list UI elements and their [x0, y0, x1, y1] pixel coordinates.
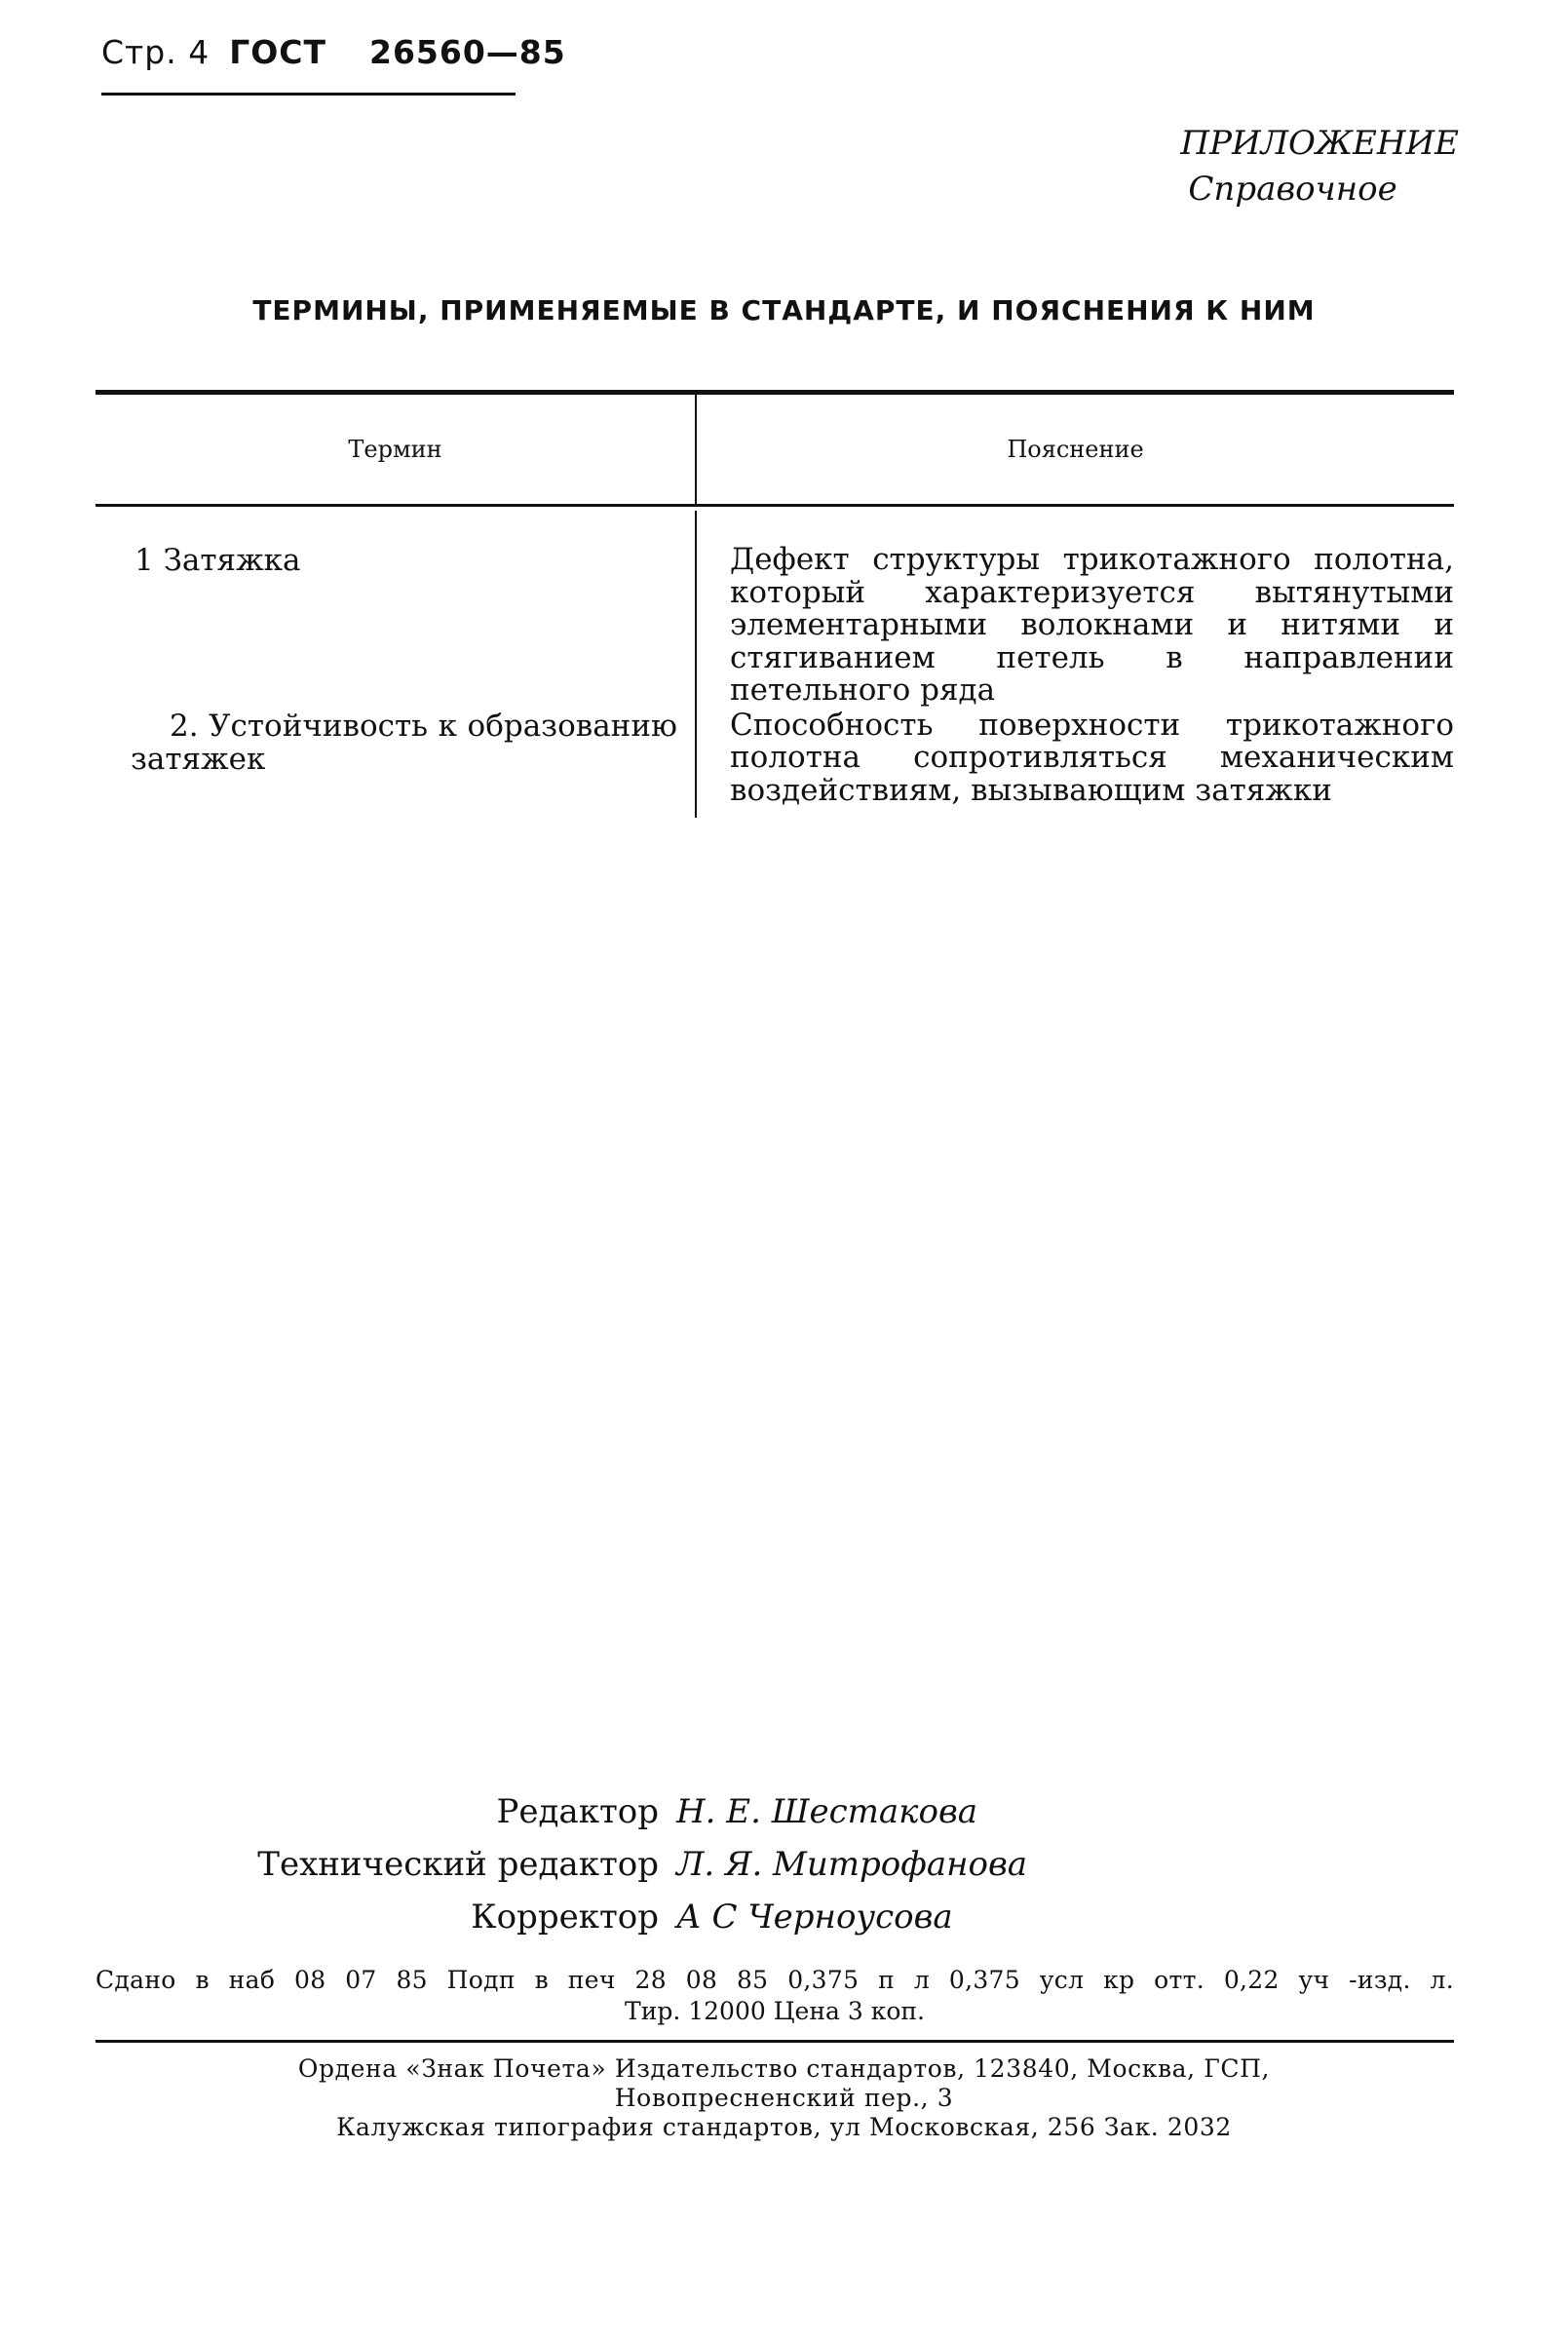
credit-line	[0, 1838, 1568, 1891]
table-body	[96, 507, 1454, 807]
staff-credits	[0, 1785, 1568, 1943]
publisher-line: Ордена «Знак Почета» Издательство стандартов, 123840, Москва, ГСП,	[297, 2054, 1271, 2083]
term-cell: 2. Устойчивость к образованию затяжек	[131, 708, 677, 777]
publisher-info	[0, 2054, 1568, 2142]
credit-line	[0, 1891, 1568, 1943]
column-header-explanation: Пояснение	[1007, 436, 1144, 463]
standard-prefix: ГОСТ	[229, 33, 326, 71]
print-info-line: Сдано в наб 08 07 85 Подп в печ 28 08 85 0,375 п л 0,375 усл кр отт. 0,22 уч -изд. л.	[96, 1966, 1454, 1994]
credit-role: Корректор	[471, 1898, 659, 1937]
table-header	[96, 395, 1454, 504]
print-run-price: Тир. 12000 Цена 3 коп.	[625, 1997, 925, 2025]
header-underline	[101, 93, 516, 96]
terms-table	[96, 390, 1454, 807]
explanation-cell: Дефект структуры трикотажного полотна, который характеризуется вытянутыми элементарными волокнами и нитями и стягиванием петель в направлении петельного ряда	[730, 542, 1454, 708]
column-divider	[695, 511, 697, 818]
credit-line	[0, 1785, 1568, 1838]
credit-name: Н. Е. Шестакова	[676, 1792, 978, 1831]
credit-name: А С Черноусова	[676, 1898, 953, 1937]
term-cell: 1 Затяжка	[134, 543, 301, 578]
explanation-cell: Способность поверхности трикотажного полотна сопротивляться механическим воздействиям, вызывающим затяжки	[730, 707, 1454, 808]
credit-role: Технический редактор	[257, 1845, 659, 1884]
page-number: Стр. 4	[101, 33, 210, 71]
appendix-kind: Справочное	[1188, 170, 1397, 209]
appendix-title: ПРИЛОЖЕНИЕ	[1180, 124, 1459, 163]
publisher-address: Новопресненский пер., 3	[614, 2084, 954, 2112]
section-title: ТЕРМИНЫ, ПРИМЕНЯЕМЫЕ В СТАНДАРТЕ, И ПОЯСНЕНИЯ К НИМ	[252, 294, 1316, 326]
page-header	[101, 33, 566, 92]
appendix-label	[1180, 121, 1459, 212]
print-info	[96, 1965, 1454, 2027]
table-row	[96, 708, 1454, 808]
footer-rule	[96, 2040, 1454, 2043]
credit-name: Л. Я. Митрофанова	[676, 1845, 1028, 1884]
printing-house: Калужская типография стандартов, ул Московская, 256 Зак. 2032	[336, 2113, 1232, 2141]
table-row	[96, 507, 1454, 708]
standard-number: 26560—85	[369, 33, 566, 71]
credit-role: Редактор	[496, 1792, 659, 1831]
column-header-term: Термин	[96, 395, 697, 504]
